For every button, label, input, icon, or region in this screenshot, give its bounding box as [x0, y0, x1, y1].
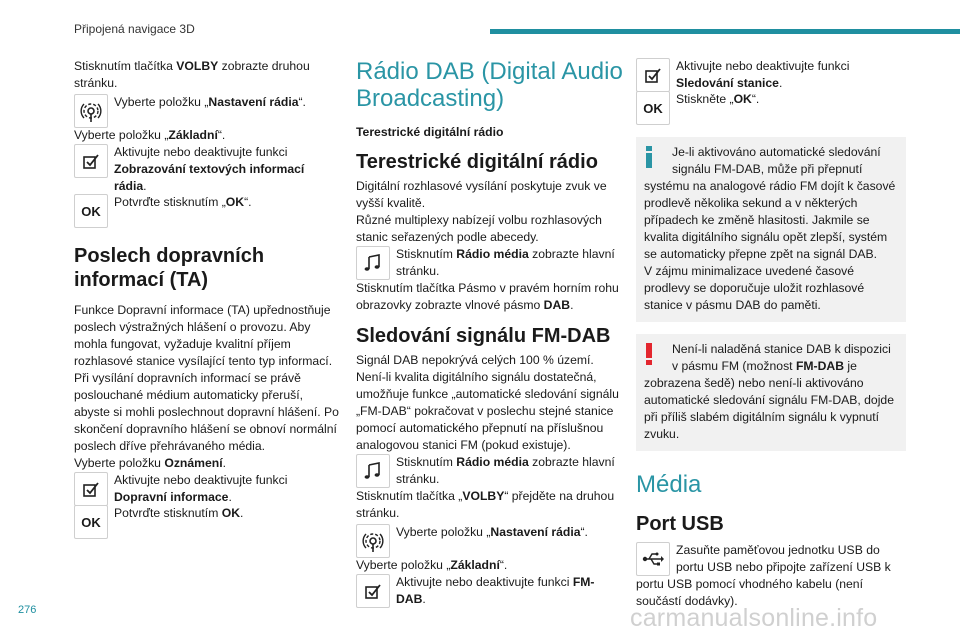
step-confirm-ok — [74, 505, 340, 539]
paragraph: Signál DAB nepokrývá celých 100 % území. Není-li kvalita digitálního signálu dostatečná, umožňuje funkce „automatické sledování signálu „FM-DAB“ pokračovat v poslechu stejné stanice pomocí automatického přepnutí na příslušnou analogovou stanici FM (pokud existuje). — [356, 353, 619, 452]
paragraph: Vyberte položku „Základní“. — [356, 558, 508, 572]
step-text: Potvrďte stisknutím „OK“. — [114, 195, 252, 209]
step-text: Aktivujte nebo deaktivujte funkci Dopravní informace. — [114, 473, 288, 504]
step-text: Stisknutím Rádio média zobrazte hlavní stránku. — [396, 455, 615, 486]
warning-text: zobrazena šedě) nebo není-li aktivováno automatické sledování signálu FM-DAB, dojde při příliš slabém digitálním signálu k vypnutí zvuku. — [644, 376, 894, 441]
paragraph: Stisknutím tlačítka „VOLBY“ přejděte na druhou stránku. — [356, 489, 615, 520]
step-usb — [636, 542, 906, 576]
ok-icon: OK — [636, 91, 670, 125]
heading-terrestrial: Terestrické digitální rádio — [356, 151, 598, 173]
heading-fm-dab: Sledování signálu FM-DAB — [356, 325, 611, 347]
heading-media: Média — [636, 471, 702, 498]
paragraph: Digitální rozhlasové vysílání poskytuje zvuk ve vyšší kvalitě. — [356, 179, 607, 210]
usb-icon — [636, 542, 670, 576]
step-text: Aktivujte nebo deaktivujte funkci FM-DAB. — [396, 575, 595, 606]
music-note-icon — [356, 454, 390, 488]
step-confirm-ok — [74, 194, 340, 228]
info-lead: Je-li aktivováno automatické sledování signálu FM-DAB, může při přepnutí — [672, 145, 881, 176]
heading-usb: Port USB — [636, 513, 724, 535]
step-toggle-station-tracking — [636, 58, 906, 92]
paragraph: Různé multiplexy nabízejí volbu rozhlasových stanic seřazených podle abecedy. — [356, 213, 602, 244]
radio-settings-icon — [356, 524, 390, 558]
page-number: 276 — [18, 604, 37, 616]
paragraph: Stisknutím tlačítka Pásmo v pravém horním rohu obrazovky zobrazte vlnové pásmo DAB. — [356, 281, 619, 312]
subheading-terrestrial: Terestrické digitální rádio — [356, 125, 504, 139]
heading-dab: Rádio DAB (Digital Audio Broadcasting) — [356, 58, 623, 112]
paragraph: Funkce Dopravní informace (TA) upřednostňuje poslech výstražných hlášení o provozu. Aby mohla fungovat, vyžaduje kvalitní příjem rozhlasové stanice vysílající tento typ informací. Při vysílání dopravních informací se právě poslouchané médium automaticky přeruší, abyste si mohli poslechnout dopravní hlášení. Po skončení dopravního hlášení se obnoví normální poslech dříve přehrávaného média. — [74, 303, 339, 453]
radio-settings-icon — [74, 94, 108, 128]
warning-box — [636, 334, 906, 451]
warning-icon — [646, 343, 652, 365]
step-radio-settings — [356, 524, 624, 558]
ok-icon: OK — [74, 194, 108, 228]
warning-lead: Není-li naladěná stanice DAB k dispozici v pásmu FM (možnost FM-DAB je — [672, 342, 891, 373]
checkbox-icon — [74, 472, 108, 506]
step-text: Aktivujte nebo deaktivujte funkci Zobrazování textových informací rádia. — [114, 145, 305, 193]
header-bar — [490, 29, 960, 34]
step-text: Vyberte položku „Nastavení rádia“. — [396, 525, 588, 539]
paragraph: portu USB pomocí vhodného kabelu (není součástí dodávky). — [636, 577, 863, 608]
step-press-ok — [636, 91, 906, 125]
paragraph: Vyberte položku „Základní“. — [74, 128, 226, 142]
step-radio-media — [356, 454, 624, 488]
step-toggle-fm-dab — [356, 574, 624, 608]
info-box — [636, 137, 906, 322]
info-text: systému na analogové rádio FM dojít k časové prodlevě několika sekund a v některých případech ke změně hlasitosti. Jakmile se kvalita digitálního signálu opět zlepší, systém se automaticky přepne zpět na signál DAB. — [644, 179, 896, 261]
ok-icon: OK — [74, 505, 108, 539]
watermark: carmanualsonline.info — [630, 604, 878, 632]
paragraph: Stisknutím tlačítka VOLBY zobrazte druhou stránku. — [74, 59, 310, 90]
step-text: Aktivujte nebo deaktivujte funkci Sledování stanice. — [676, 59, 850, 90]
checkbox-icon — [636, 58, 670, 92]
paragraph: Vyberte položku Oznámení. — [74, 456, 226, 470]
step-radio-settings — [74, 94, 340, 128]
step-text: Stiskněte „OK“. — [676, 92, 760, 106]
info-icon — [646, 146, 652, 168]
step-text: Vyberte položku „Nastavení rádia“. — [114, 95, 306, 109]
step-toggle-text-info — [74, 144, 340, 195]
step-text: Stisknutím Rádio média zobrazte hlavní stránku. — [396, 247, 615, 278]
heading-traffic-info: Poslech dopravních informací (TA) — [74, 245, 265, 291]
step-text: Zasuňte paměťovou jednotku USB do portu USB nebo připojte zařízení USB k — [676, 543, 891, 574]
column-1 — [74, 58, 340, 539]
music-note-icon — [356, 246, 390, 280]
checkbox-icon — [356, 574, 390, 608]
step-toggle-traffic — [74, 472, 340, 506]
header-title: Připojená navigace 3D — [74, 22, 195, 36]
info-text: V zájmu minimalizace uvedené časové prodlevy se doporučuje uložit rozhlasové stanice v pásmu DAB do paměti. — [644, 264, 865, 312]
checkbox-icon — [74, 144, 108, 178]
column-3 — [636, 58, 906, 610]
step-radio-media — [356, 246, 624, 280]
step-text: Potvrďte stisknutím OK. — [114, 506, 244, 520]
column-2 — [356, 58, 624, 608]
